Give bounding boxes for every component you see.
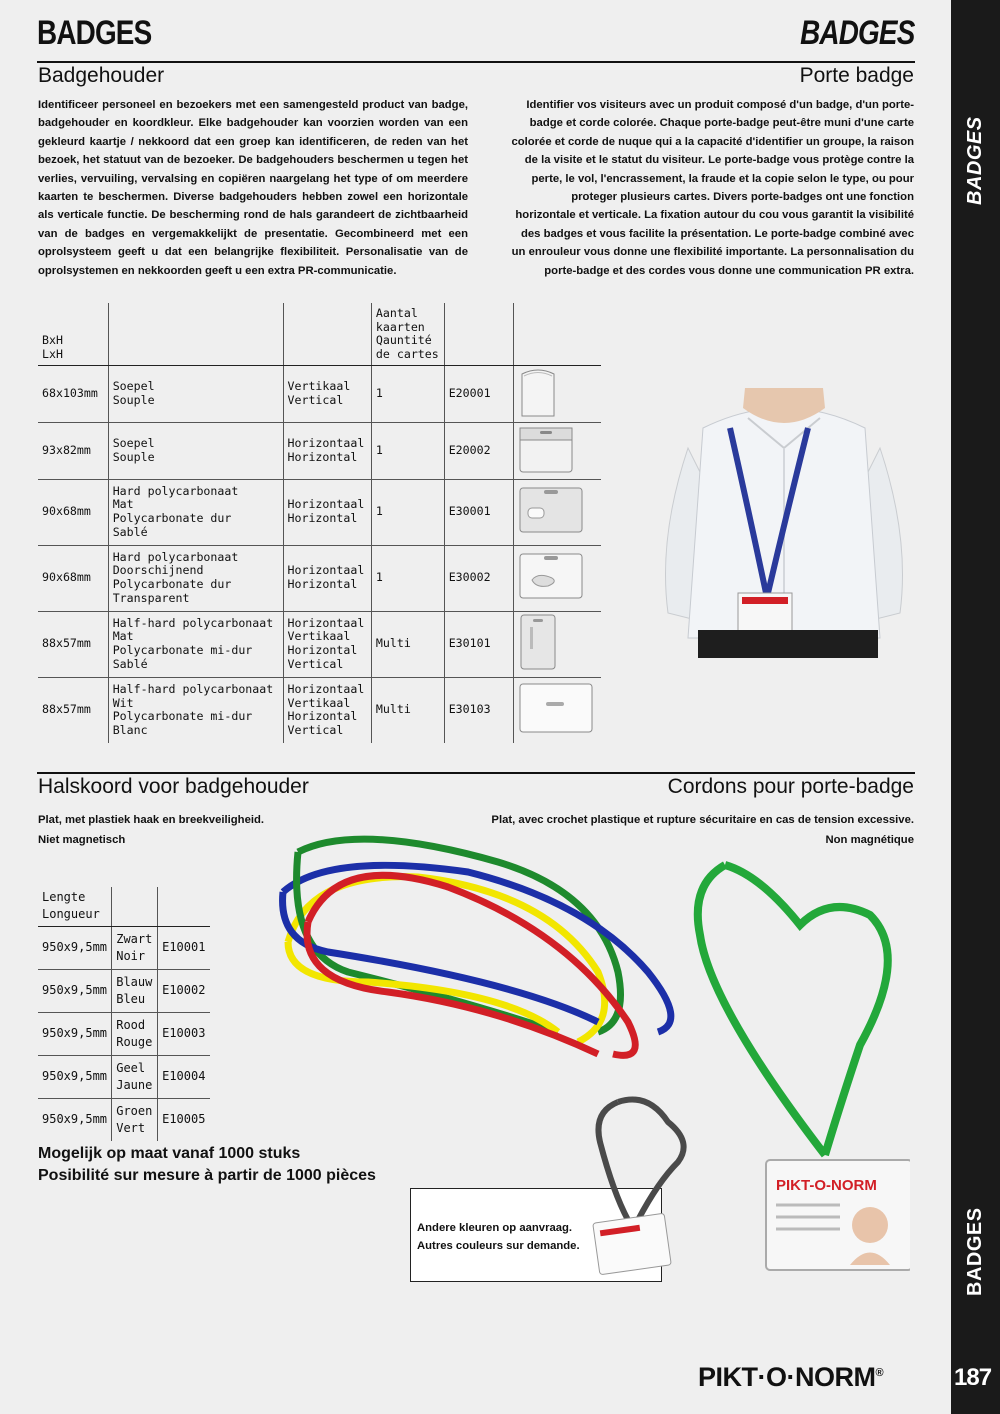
cell-material: Soepel Souple: [108, 365, 283, 422]
table-row: [38, 422, 601, 479]
badge-holder-vertical-soft-image: [513, 365, 601, 422]
badge-logo: PIKT-O-NORM: [776, 1177, 877, 1194]
table-row: [38, 1012, 210, 1055]
cell-size: 88x57mm: [38, 677, 108, 743]
custom-order-nl: Mogelijk op maat vanaf 1000 stuks: [38, 1145, 301, 1162]
table-header-qty: Aantal kaarten Qauntité de cartes: [371, 303, 444, 365]
intro-text-fr: Identifier vos visiteurs avec un produit composé d'un badge, d'un porte-badge et corde colorée. Chaque porte-badge peut-être muni d'une carte colorée et corde de nuque qui a la capacité d'identifier un groupe, la raison de la visite et le statut du visiteur. Le porte-badge vous protège contre la perte, le vol, l'encrassement, la fraude et la copie selon le type, ou pour proteger plusieurs cartes. Divers porte-badges ont une fonction horizontale et verticale. La fixation autour du cou vous garantit la visibilité des badges et vous facilite la présentation. Le porte-badge combiné avec un enrouleur vous donne une flexibilité importante. La personnalisation du porte-badge et des cordes vous donne une communication PR extra.: [511, 99, 914, 277]
cell-code: E20002: [444, 422, 513, 479]
table-row: [38, 365, 601, 422]
other-colors-fr: Autres couleurs sur demande.: [417, 1240, 580, 1252]
table-row: [38, 611, 601, 677]
table-row: [38, 926, 210, 969]
table-header-image: [513, 303, 601, 365]
cell-material: Half-hard polycarbonaat Mat Polycarbonate mi-dur Sablé: [108, 611, 283, 677]
cell-code: E10002: [158, 969, 210, 1012]
table-row: [38, 479, 601, 545]
sidebar-tab: [951, 0, 1000, 1414]
section-subtitle-fr: Porte badge: [799, 64, 914, 87]
man-with-lanyard-photo: [648, 388, 920, 658]
cell-code: E10001: [158, 926, 210, 969]
page-number: 187: [954, 1364, 992, 1391]
cell-code: E30101: [444, 611, 513, 677]
cord-desc-nl-2: Niet magnetisch: [38, 834, 126, 846]
page-title-right: BADGES: [799, 14, 914, 52]
table-row: [38, 1098, 210, 1141]
custom-order-fr: Posibilité sur mesure à partir de 1000 pièces: [38, 1167, 376, 1184]
intro-text-nl: Identificeer personeel en bezoekers met een samengesteld product van badge, badgehouder en koordkleur. Elke badgehouder kan voorzien worden van een gekleurd kaartje / nekkoord dat een groep kan identificeren, de reden van het bezoek, het statuut van de bezoeker. De badgehouders beschermen u tegen het verlies, vervuiling, vervalsing en copiëren naargelang het type of om meerdere kaarten te beschermen. Diverse badgehouders hebben zowel een horizontale als verticale functie. De bescherming rond de hals garandeert de zichtbaarheid van de badges en vergemakkelijkt de presentatie. Gecombineerd met een oprolsysteem geeft u dat een belangrijke flexibiliteit. Personalisatie van de oprolsystemen en nekkoorden geeft u een extra PR-communicatie.: [38, 99, 468, 277]
green-lanyard-badge-photo: [690, 855, 910, 1280]
page-title-left: BADGES: [37, 14, 152, 52]
cell-size: 950x9,5mm: [38, 1012, 112, 1055]
cell-size: 88x57mm: [38, 611, 108, 677]
black-lanyard-badge-photo: [588, 1092, 698, 1278]
cell-code: E20001: [444, 365, 513, 422]
cell-code: E30002: [444, 545, 513, 611]
cell-size: 950x9,5mm: [38, 969, 112, 1012]
badge-holder-half-hard-white-image: [513, 677, 601, 743]
sidebar-label-bottom: BADGES: [964, 1207, 986, 1296]
badge-holder-hard-mat-image: [513, 479, 601, 545]
cell-material: Soepel Souple: [108, 422, 283, 479]
cell-code: E30001: [444, 479, 513, 545]
other-colors-nl: Andere kleuren op aanvraag.: [417, 1222, 573, 1234]
cell-size: 950x9,5mm: [38, 1098, 112, 1141]
cord-subtitle-nl: Halskoord voor badgehouder: [38, 775, 309, 798]
badge-holder-horizontal-soft-image: [513, 422, 601, 479]
cell-size: 68x103mm: [38, 365, 108, 422]
cell-orientation: Horizontaal Vertikaal Horizontal Vertical: [283, 611, 371, 677]
cell-code: E10003: [158, 1012, 210, 1055]
brand-name: PIKT·O·NORM: [698, 1362, 876, 1392]
cord-desc-fr-2: Non magnétique: [825, 834, 914, 846]
cell-color: Geel Jaune: [112, 1055, 158, 1098]
cell-qty: 1: [371, 479, 444, 545]
table-row: [38, 677, 601, 743]
table-row: [38, 1055, 210, 1098]
colored-lanyards-photo: [268, 832, 698, 1074]
cell-qty: 1: [371, 545, 444, 611]
cell-qty: Multi: [371, 677, 444, 743]
cell-color: Rood Rouge: [112, 1012, 158, 1055]
sidebar-label-top: BADGES: [964, 116, 986, 205]
cell-code: E10005: [162, 1112, 206, 1127]
footer-brand-logo: [698, 1362, 883, 1393]
cell-material: Half-hard polycarbonaat Wit Polycarbonate mi-dur Blanc: [108, 677, 283, 743]
cord-section-rule: [37, 772, 915, 774]
section-subtitle-nl: Badgehouder: [38, 64, 165, 87]
cell-orientation: Horizontaal Horizontal: [283, 545, 371, 611]
cell-color: Groen Vert: [112, 1098, 158, 1141]
table-header-material: [108, 303, 283, 365]
cell-qty: Multi: [371, 611, 444, 677]
cell-size: 90x68mm: [38, 545, 108, 611]
cell-material: Hard polycarbonaat Doorschijnend Polycarbonate dur Transparent: [108, 545, 283, 611]
cell-orientation: Vertikaal Vertical: [283, 365, 371, 422]
cord-table-header: Lengte Longueur: [38, 887, 112, 926]
cord-table: [38, 887, 210, 1141]
cell-code: E30103: [444, 677, 513, 743]
table-header-orientation: [283, 303, 371, 365]
cell-orientation: Horizontaal Vertikaal Horizontal Vertical: [283, 677, 371, 743]
table-row: [38, 545, 601, 611]
cell-qty: 1: [371, 422, 444, 479]
cell-material: Hard polycarbonaat Mat Polycarbonate dur Sablé: [108, 479, 283, 545]
cell-color: Zwart Noir: [112, 926, 158, 969]
table-header-size: BxH LxH: [38, 303, 108, 365]
badge-holder-table: [38, 303, 601, 743]
header-rule: [37, 61, 915, 63]
cell-size: 950x9,5mm: [38, 926, 112, 969]
cell-qty: 1: [371, 365, 444, 422]
cord-subtitle-fr: Cordons pour porte-badge: [667, 775, 914, 798]
registered-mark: ®: [875, 1367, 884, 1379]
cord-desc-nl-1: Plat, met plastiek haak en breekveiligheid.: [38, 814, 265, 826]
badge-holder-hard-transparent-image: [513, 545, 601, 611]
table-header-code: [444, 303, 513, 365]
table-row: [38, 969, 210, 1012]
cell-size: 93x82mm: [38, 422, 108, 479]
cell-orientation: Horizontaal Horizontal: [283, 422, 371, 479]
cell-color: Blauw Bleu: [112, 969, 158, 1012]
cell-size: 90x68mm: [38, 479, 108, 545]
cell-size: 950x9,5mm: [38, 1055, 112, 1098]
cord-desc-fr-1: Plat, avec crochet plastique et rupture sécuritaire en cas de tension excessive.: [491, 814, 914, 826]
badge-holder-half-hard-mat-image: [513, 611, 601, 677]
cell-code: E10004: [158, 1055, 210, 1098]
cell-orientation: Horizontaal Horizontal: [283, 479, 371, 545]
